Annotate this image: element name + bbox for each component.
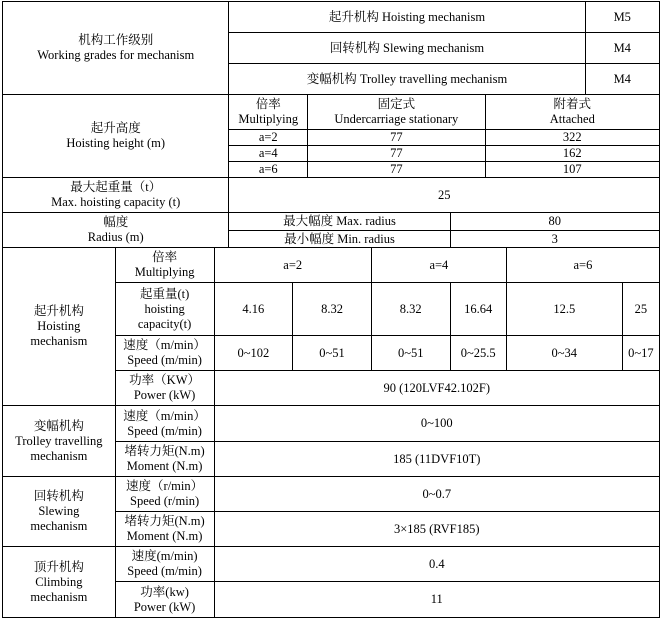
fixed-height-value: 77 <box>308 130 486 146</box>
hoisting-power-value: 90 (120LVF42.102F) <box>214 371 659 406</box>
speed-value: 0~17 <box>622 336 659 371</box>
capacity-value: 8.32 <box>293 283 372 336</box>
slewing-speed-label: 速度（r/min） Speed (r/min) <box>115 477 214 512</box>
crane-specification-table <box>2 1 660 618</box>
attached-column-header: 附着式 Attached <box>485 95 659 130</box>
slewing-speed-row <box>3 477 660 512</box>
hoisting-height-label: 起升高度 Hoisting height (m) <box>3 95 229 178</box>
multiplying-label: 倍率 Multiplying <box>115 248 214 283</box>
multiplying-a2: a=2 <box>214 248 371 283</box>
capacity-value: 25 <box>622 283 659 336</box>
speed-value: 0~25.5 <box>450 336 506 371</box>
hoisting-power-label: 功率（KW） Power (kW) <box>115 371 214 406</box>
fixed-column-header: 固定式 Undercarriage stationary <box>308 95 486 130</box>
attached-height-value: 162 <box>485 146 659 162</box>
speed-value: 0~51 <box>293 336 372 371</box>
max-radius-value: 80 <box>450 213 659 231</box>
mechanism-name: 变幅机构 Trolley travelling mechanism <box>229 64 585 95</box>
min-radius-value: 3 <box>450 231 659 248</box>
hoisting-capacity-label: 起重量(t) hoisting capacity(t) <box>115 283 214 336</box>
multiplying-value: a=4 <box>229 146 308 162</box>
trolley-mechanism-label: 变幅机构 Trolley travelling mechanism <box>3 406 116 477</box>
slewing-moment-value: 3×185 (RVF185) <box>214 512 659 547</box>
capacity-value: 4.16 <box>214 283 293 336</box>
multiplying-column-header: 倍率 Multiplying <box>229 95 308 130</box>
working-grades-label: 机构工作级别 Working grades for mechanism <box>3 2 229 95</box>
trolley-moment-label: 堵转力矩(N.m) Moment (N.m) <box>115 442 214 477</box>
mechanism-name: 起升机构 Hoisting mechanism <box>229 2 585 33</box>
max-radius-row <box>3 213 660 231</box>
capacity-value: 8.32 <box>371 283 450 336</box>
climbing-mechanism-label: 顶升机构 Climbing mechanism <box>3 547 116 618</box>
max-capacity-label: 最大起重量（t） Max. hoisting capacity (t) <box>3 178 229 213</box>
working-grade-value: M4 <box>585 33 659 64</box>
mechanism-name: 回转机构 Slewing mechanism <box>229 33 585 64</box>
speed-value: 0~102 <box>214 336 293 371</box>
min-radius-label: 最小幅度 Min. radius <box>229 231 450 248</box>
climbing-speed-row <box>3 547 660 582</box>
multiplying-value: a=6 <box>229 162 308 178</box>
climbing-power-value: 11 <box>214 582 659 618</box>
slewing-speed-value: 0~0.7 <box>214 477 659 512</box>
radius-label: 幅度 Radius (m) <box>3 213 229 248</box>
climbing-speed-label: 速度(m/min) Speed (m/min) <box>115 547 214 582</box>
climbing-power-label: 功率(kw) Power (kW) <box>115 582 214 618</box>
trolley-moment-value: 185 (11DVF10T) <box>214 442 659 477</box>
capacity-value: 12.5 <box>506 283 622 336</box>
trolley-speed-value: 0~100 <box>214 406 659 442</box>
climbing-speed-value: 0.4 <box>214 547 659 582</box>
working-grade-value: M5 <box>585 2 659 33</box>
speed-value: 0~51 <box>371 336 450 371</box>
slewing-mechanism-label: 回转机构 Slewing mechanism <box>3 477 116 547</box>
hoisting-height-header-row <box>3 95 660 130</box>
working-grade-row <box>3 2 660 33</box>
fixed-height-value: 77 <box>308 146 486 162</box>
multiplying-a6: a=6 <box>506 248 659 283</box>
trolley-speed-row <box>3 406 660 442</box>
working-grade-value: M4 <box>585 64 659 95</box>
attached-height-value: 107 <box>485 162 659 178</box>
hoisting-mechanism-label: 起升机构 Hoisting mechanism <box>3 248 116 406</box>
max-radius-label: 最大幅度 Max. radius <box>229 213 450 231</box>
hoisting-multiplying-row <box>3 248 660 283</box>
multiplying-a4: a=4 <box>371 248 506 283</box>
fixed-height-value: 77 <box>308 162 486 178</box>
hoisting-speed-label: 速度（m/min） Speed (m/min) <box>115 336 214 371</box>
max-capacity-value: 25 <box>229 178 660 213</box>
capacity-value: 16.64 <box>450 283 506 336</box>
trolley-speed-label: 速度（m/min） Speed (m/min) <box>115 406 214 442</box>
slewing-moment-label: 堵转力矩(N.m) Moment (N.m) <box>115 512 214 547</box>
max-capacity-row <box>3 178 660 213</box>
multiplying-value: a=2 <box>229 130 308 146</box>
speed-value: 0~34 <box>506 336 622 371</box>
attached-height-value: 322 <box>485 130 659 146</box>
